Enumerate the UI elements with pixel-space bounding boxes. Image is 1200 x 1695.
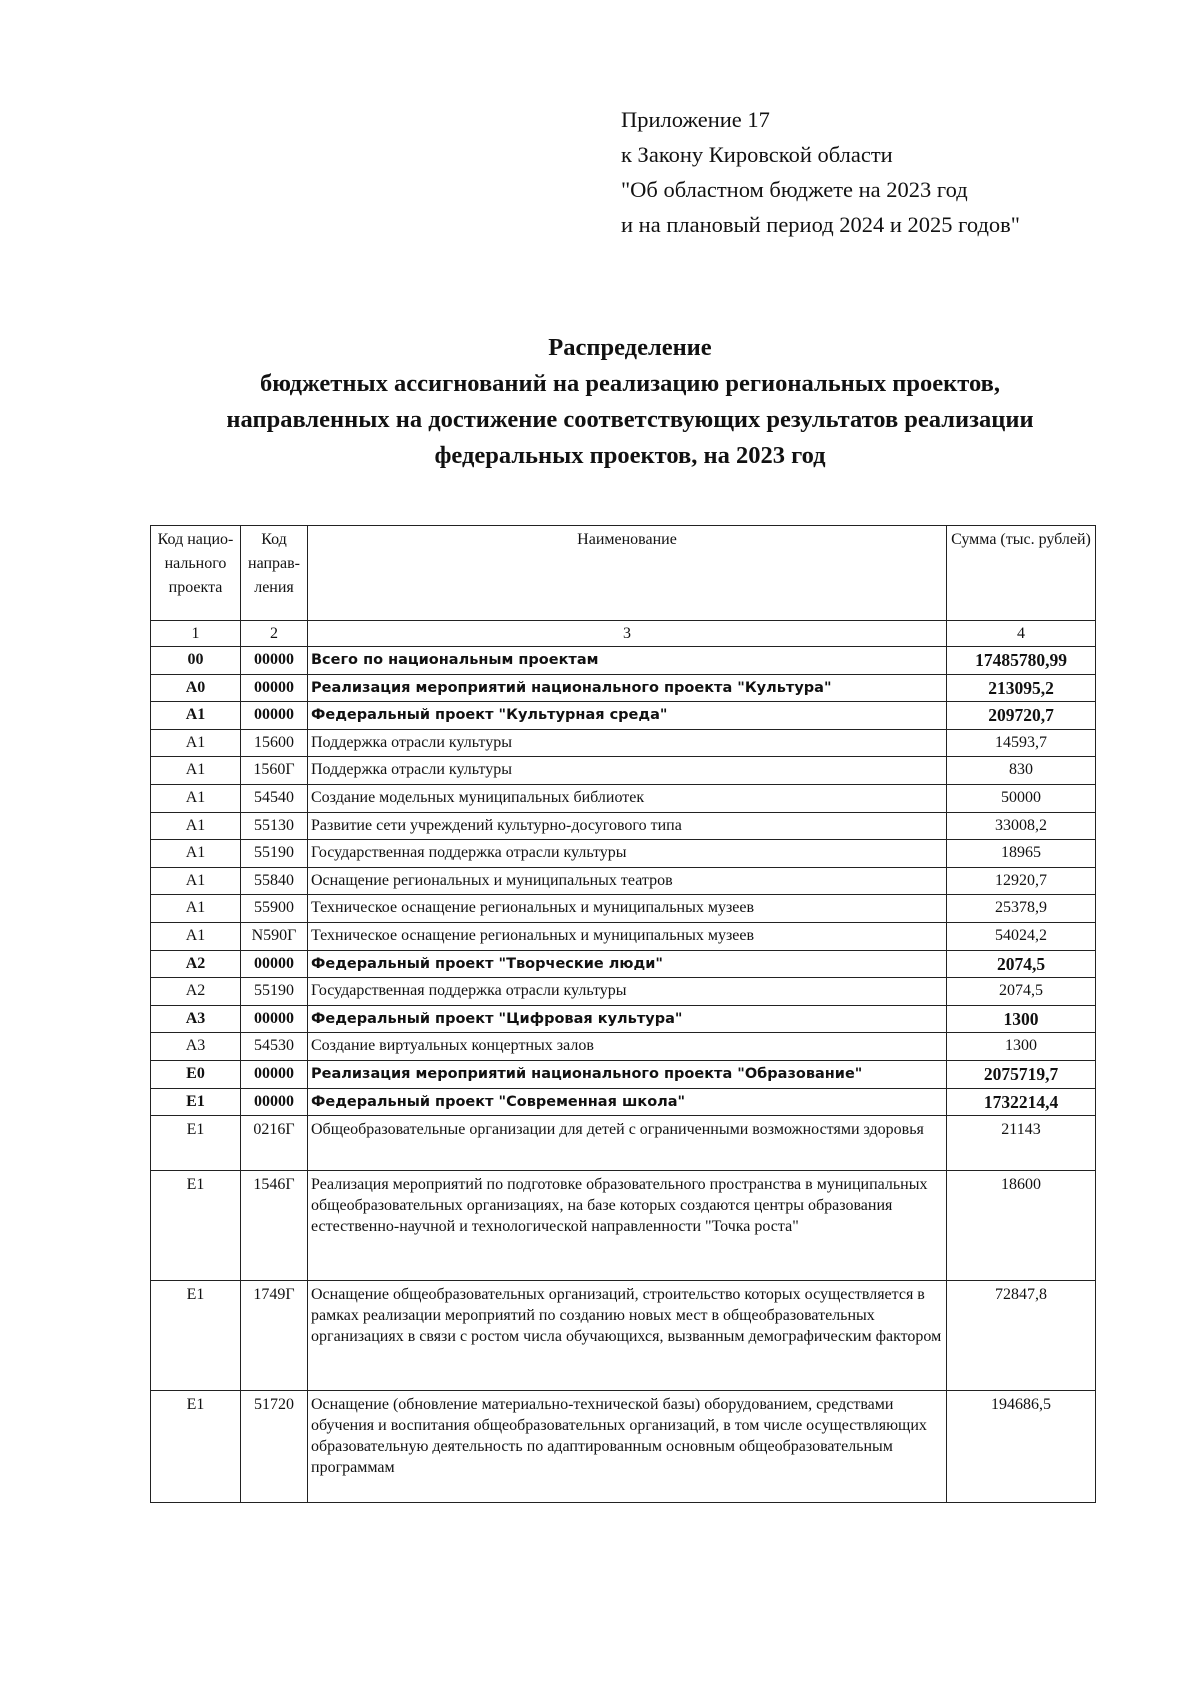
item-name: Поддержка отрасли культуры <box>308 757 947 785</box>
item-name: Создание модельных муниципальных библиотек <box>308 784 947 812</box>
item-sum: 25378,9 <box>947 895 1096 923</box>
title-line-4: федеральных проектов, на 2023 год <box>434 442 826 469</box>
national-project-code: Е1 <box>151 1088 241 1116</box>
direction-code: 55190 <box>241 978 308 1006</box>
table-row <box>151 978 1096 1006</box>
item-sum: 12920,7 <box>947 867 1096 895</box>
annex-line-2: к Закону Кировской области <box>621 142 893 167</box>
column-number-row <box>151 621 1096 647</box>
national-project-code: А1 <box>151 784 241 812</box>
column-number: 3 <box>308 621 947 647</box>
table-row <box>151 1060 1096 1088</box>
item-name: Оснащение региональных и муниципальных театров <box>308 867 947 895</box>
column-number: 4 <box>947 621 1096 647</box>
item-sum: 50000 <box>947 784 1096 812</box>
item-sum: 213095,2 <box>947 674 1096 702</box>
national-project-code: А1 <box>151 840 241 868</box>
item-sum: 2074,5 <box>947 978 1096 1006</box>
national-project-code: Е1 <box>151 1171 241 1281</box>
item-name: Федеральный проект "Культурная среда" <box>308 702 947 730</box>
direction-code: 1749Г <box>241 1281 308 1391</box>
item-sum: 21143 <box>947 1116 1096 1171</box>
item-sum: 17485780,99 <box>947 647 1096 675</box>
national-project-code: А0 <box>151 674 241 702</box>
item-name: Федеральный проект "Творческие люди" <box>308 950 947 978</box>
item-name: Техническое оснащение региональных и муниципальных музеев <box>308 895 947 923</box>
table-body <box>151 647 1096 1503</box>
table-row <box>151 784 1096 812</box>
national-project-code: Е1 <box>151 1391 241 1503</box>
table-row <box>151 867 1096 895</box>
direction-code: 00000 <box>241 1005 308 1033</box>
table-header-row <box>151 526 1096 621</box>
item-sum: 2075719,7 <box>947 1060 1096 1088</box>
table-row <box>151 812 1096 840</box>
item-name: Реализация мероприятий по подготовке образовательного пространства в муниципальных общеобразовательных организациях, на базе которых создаются центры образования естественно-научной и технологической направленности "Точка роста" <box>308 1171 947 1281</box>
table-row <box>151 1088 1096 1116</box>
budget-table <box>150 525 1096 1503</box>
item-sum: 194686,5 <box>947 1391 1096 1503</box>
item-name: Оснащение (обновление материально-технической базы) оборудованием, средствами обучения и воспитания общеобразовательных организаций, в том числе осуществляющих образовательную деятельность по адаптированным основным общеобразовательным программам <box>308 1391 947 1503</box>
national-project-code: Е1 <box>151 1116 241 1171</box>
national-project-code: А3 <box>151 1033 241 1061</box>
item-name: Развитие сети учреждений культурно-досугового типа <box>308 812 947 840</box>
direction-code: 00000 <box>241 647 308 675</box>
item-name: Федеральный проект "Цифровая культура" <box>308 1005 947 1033</box>
table-row <box>151 647 1096 675</box>
table-row <box>151 1171 1096 1281</box>
national-project-code: Е0 <box>151 1060 241 1088</box>
national-project-code: А1 <box>151 895 241 923</box>
table-row <box>151 1281 1096 1391</box>
header-direction-code: Код направ-ления <box>241 526 308 621</box>
national-project-code: А1 <box>151 729 241 757</box>
item-name: Техническое оснащение региональных и муниципальных музеев <box>308 922 947 950</box>
national-project-code: А1 <box>151 867 241 895</box>
item-sum: 2074,5 <box>947 950 1096 978</box>
table-row <box>151 1116 1096 1171</box>
item-sum: 1300 <box>947 1033 1096 1061</box>
direction-code: 1546Г <box>241 1171 308 1281</box>
direction-code: N590Г <box>241 922 308 950</box>
table-row <box>151 1033 1096 1061</box>
header-sum: Сумма (тыс. рублей) <box>947 526 1096 621</box>
item-sum: 1300 <box>947 1005 1096 1033</box>
table-row <box>151 950 1096 978</box>
item-name: Всего по национальным проектам <box>308 647 947 675</box>
annex-line-1: Приложение 17 <box>621 107 770 132</box>
direction-code: 55840 <box>241 867 308 895</box>
direction-code: 00000 <box>241 674 308 702</box>
header-national-project-code: Код нацио-нального проекта <box>151 526 241 621</box>
item-name: Федеральный проект "Современная школа" <box>308 1088 947 1116</box>
item-name: Поддержка отрасли культуры <box>308 729 947 757</box>
direction-code: 00000 <box>241 950 308 978</box>
direction-code: 55190 <box>241 840 308 868</box>
item-name: Создание виртуальных концертных залов <box>308 1033 947 1061</box>
column-number: 1 <box>151 621 241 647</box>
direction-code: 55130 <box>241 812 308 840</box>
national-project-code: 00 <box>151 647 241 675</box>
direction-code: 54540 <box>241 784 308 812</box>
item-sum: 830 <box>947 757 1096 785</box>
header-name: Наименование <box>308 526 947 621</box>
direction-code: 51720 <box>241 1391 308 1503</box>
table-row <box>151 702 1096 730</box>
item-name: Реализация мероприятий национального проекта "Образование" <box>308 1060 947 1088</box>
table-row <box>151 840 1096 868</box>
item-name: Государственная поддержка отрасли культуры <box>308 978 947 1006</box>
direction-code: 00000 <box>241 1060 308 1088</box>
table-row <box>151 729 1096 757</box>
item-sum: 54024,2 <box>947 922 1096 950</box>
national-project-code: Е1 <box>151 1281 241 1391</box>
title-line-3: направленных на достижение соответствующих результатов реализации <box>226 406 1034 433</box>
item-sum: 14593,7 <box>947 729 1096 757</box>
document-title <box>100 330 1160 474</box>
item-sum: 18965 <box>947 840 1096 868</box>
national-project-code: А3 <box>151 1005 241 1033</box>
item-sum: 209720,7 <box>947 702 1096 730</box>
direction-code: 0216Г <box>241 1116 308 1171</box>
annex-line-3: "Об областном бюджете на 2023 год <box>621 177 968 202</box>
table-row <box>151 1005 1096 1033</box>
annex-block <box>621 102 1020 242</box>
table-row <box>151 1391 1096 1503</box>
item-sum: 1732214,4 <box>947 1088 1096 1116</box>
national-project-code: А1 <box>151 757 241 785</box>
item-sum: 18600 <box>947 1171 1096 1281</box>
direction-code: 1560Г <box>241 757 308 785</box>
national-project-code: А1 <box>151 812 241 840</box>
annex-line-4: и на плановый период 2024 и 2025 годов" <box>621 212 1020 237</box>
table-row <box>151 895 1096 923</box>
national-project-code: А1 <box>151 702 241 730</box>
item-name: Общеобразовательные организации для детей с ограниченными возможностями здоровья <box>308 1116 947 1171</box>
direction-code: 55900 <box>241 895 308 923</box>
item-sum: 72847,8 <box>947 1281 1096 1391</box>
direction-code: 54530 <box>241 1033 308 1061</box>
item-sum: 33008,2 <box>947 812 1096 840</box>
direction-code: 00000 <box>241 1088 308 1116</box>
item-name: Государственная поддержка отрасли культуры <box>308 840 947 868</box>
national-project-code: А1 <box>151 922 241 950</box>
title-line-2: бюджетных ассигнований на реализацию региональных проектов, <box>260 370 1000 397</box>
direction-code: 15600 <box>241 729 308 757</box>
item-name: Реализация мероприятий национального проекта "Культура" <box>308 674 947 702</box>
table-row <box>151 757 1096 785</box>
national-project-code: А2 <box>151 950 241 978</box>
title-line-1: Распределение <box>548 334 712 361</box>
direction-code: 00000 <box>241 702 308 730</box>
column-number: 2 <box>241 621 308 647</box>
national-project-code: А2 <box>151 978 241 1006</box>
item-name: Оснащение общеобразовательных организаций, строительство которых осуществляется в рамках реализации мероприятий по созданию новых мест в общеобразовательных организациях в связи с ростом числа обучающихся, вызванным демографическим фактором <box>308 1281 947 1391</box>
table-row <box>151 674 1096 702</box>
table-row <box>151 922 1096 950</box>
